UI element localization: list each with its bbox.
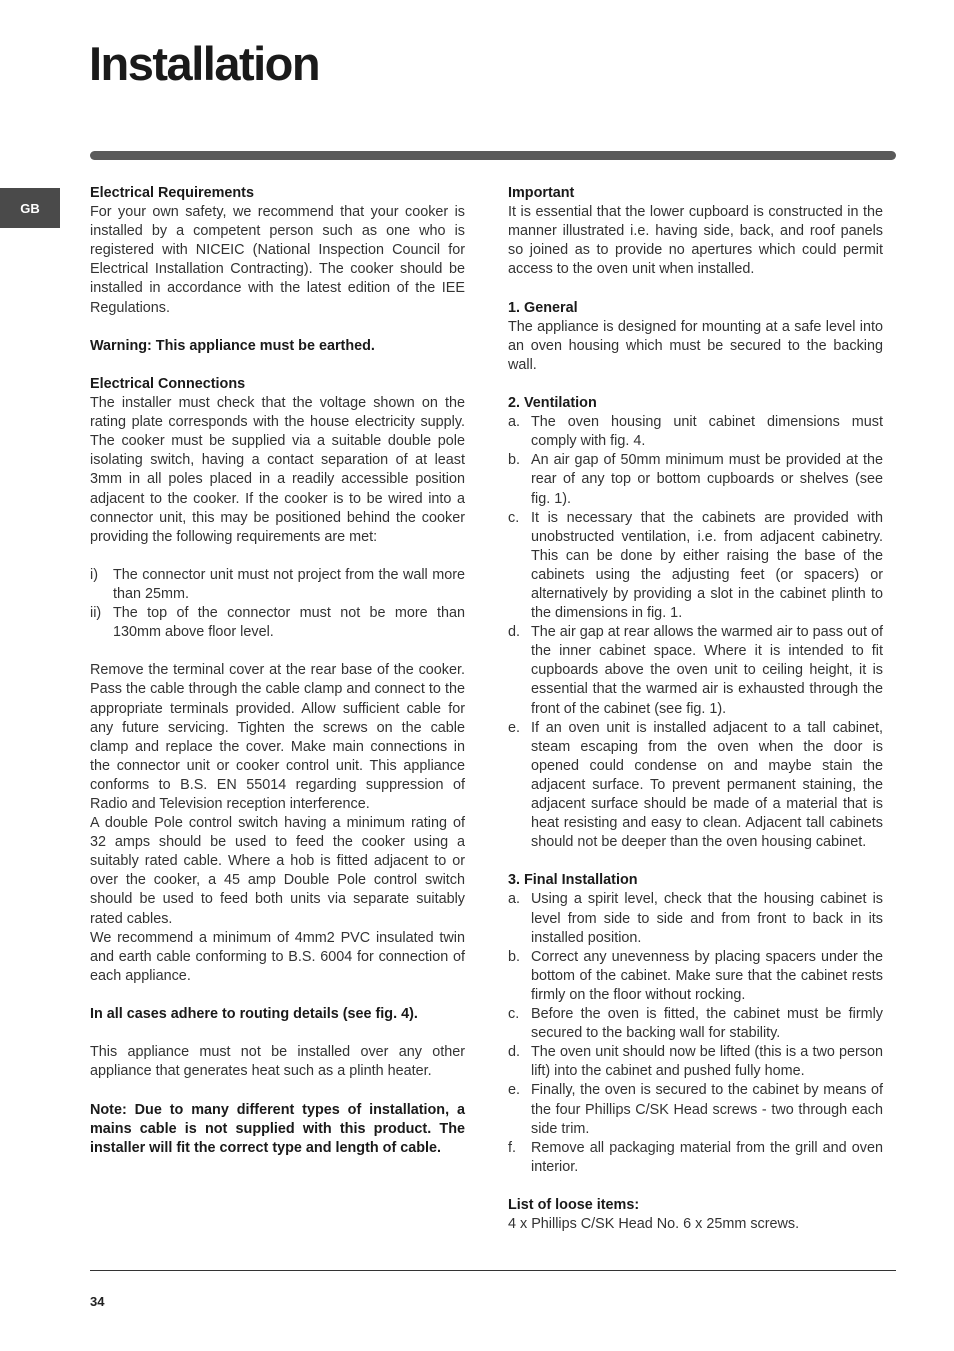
list-item: a. Using a spirit level, check that the housing cabinet is level from side to side and from front to back in its installed position. (508, 891, 883, 946)
connector-requirements-list (90, 566, 465, 642)
electrical-requirements-text: For your own safety, we recommend that your cooker is installed by a competent person such as one who is registered with NICEIC (National Inspection Council for Electrical Installation Contracting). The cooker should be installed in accordance with the latest edition of the IEE Regulations. (90, 204, 465, 316)
electrical-connections-heading: Electrical Connections (90, 375, 246, 392)
list-item: a. The oven housing unit cabinet dimensions must comply with fig. 4. (508, 414, 883, 450)
control-switch-text: A double Pole control switch having a minimum rating of 32 amps should be used to feed the cooker using a suitably rated cable. Where a hob is fitted adjacent to or over the cooker, a 45 amp Double Pole control switch should be used to feed both units via separate suitably rated cables. (90, 815, 465, 927)
page-number: 34 (90, 1294, 105, 1309)
electrical-requirements-heading: Electrical Requirements (90, 185, 254, 201)
list-item: i) The connector unit must not project from the wall more than 25mm. (90, 566, 465, 602)
list-item: c. Before the oven is fitted, the cabinet must be firmly secured to the backing wall for stability. (508, 1006, 883, 1042)
language-tab: GB (0, 188, 60, 228)
final-installation-list (508, 890, 883, 1176)
final-installation-heading: 3. Final Installation (508, 872, 638, 889)
left-column (90, 184, 465, 1158)
list-item: f. Remove all packaging material from the grill and oven interior. (508, 1139, 883, 1175)
list-item: d. The oven unit should now be lifted (this is a two person lift) into the cabinet and pushed fully home. (508, 1044, 883, 1080)
list-item: ii) The top of the connector must not be more than 130mm above floor level. (90, 605, 465, 641)
right-column (508, 184, 883, 1234)
general-text: The appliance is designed for mounting at a safe level into an oven housing which must be secured to the backing wall. (508, 318, 883, 373)
earthing-warning: Warning: This appliance must be earthed. (90, 337, 375, 354)
list-item: d. The air gap at rear allows the warmed air to pass out of the inner cabinet space. Where it is intended to fit cupboards above the oven unit to ceiling height, it is essential that the warmed air is exhausted through the front of the cabinet (see fig. 1). (508, 624, 883, 717)
list-item: e. Finally, the oven is secured to the cabinet by means of the four Phillips C/SK Head screws - two through each side trim. (508, 1082, 883, 1137)
cable-recommendation-text: We recommend a minimum of 4mm2 PVC insulated twin and earth cable conforming to B.S. 6004 for connection of each appliance. (90, 929, 465, 984)
routing-note: In all cases adhere to routing details (see fig. 4). (90, 1006, 418, 1023)
list-item: b. An air gap of 50mm minimum must be provided at the rear of any top or bottom cupboards or shelves (see fig. 1). (508, 452, 883, 507)
loose-items-heading: List of loose items: (508, 1196, 640, 1213)
mains-cable-note: Note: Due to many different types of installation, a mains cable is not supplied with this product. The installer will fit the correct type and length of cable. (90, 1101, 465, 1156)
electrical-connections-text: The installer must check that the voltage shown on the rating plate corresponds with the house electricity supply. The cooker must be supplied via a suitable double pole isolating switch, having a contact separation of at least 3mm in all poles placed in a readily accessible position adjacent to the cooker. If the cooker is to be wired into a connector unit, this may be positioned behind the cooker providing the following requirements are met: (90, 395, 465, 545)
heat-warning-text: This appliance must not be installed over any other appliance that generates heat such as a plinth heater. (90, 1044, 465, 1080)
important-heading: Important (508, 185, 575, 201)
list-item: b. Correct any unevenness by placing spacers under the bottom of the cabinet. Make sure that the cabinet rests firmly on the floor without rocking. (508, 948, 883, 1003)
page-title: Installation (89, 37, 320, 90)
general-heading: 1. General (508, 299, 578, 316)
list-item: c. It is necessary that the cabinets are provided with unobstructed ventilation, i.e. from adjacent cabinetry. This can be done by either raising the base of the cabinets using the adjusting feet (or spacers) or alternatively by providing a slot in the cabinet plinth to the dimensions in fig. 1. (508, 509, 883, 622)
loose-items-text: 4 x Phillips C/SK Head No. 6 x 25mm screws. (508, 1216, 800, 1233)
ventilation-heading: 2. Ventilation (508, 395, 597, 412)
footer-divider (90, 1270, 896, 1271)
ventilation-list (508, 413, 883, 852)
important-text: It is essential that the lower cupboard is constructed in the manner illustrated i.e. having side, back, and roof panels so joined as to provide no apertures which could permit access to the oven unit when installed. (508, 204, 883, 278)
terminal-instructions-text: Remove the terminal cover at the rear base of the cooker. Pass the cable through the cable clamp and connect to the appropriate terminals provided. Allow sufficient cable for any future servicing. Tighten the screws on the cable clamp and replace the cover. Make main connections in the connector unit or cooker control unit. This appliance conforms to B.S. EN 55014 regarding suppression of Radio and Television reception interference. (90, 662, 465, 812)
header-divider-bar (90, 151, 896, 160)
list-item: e. If an oven unit is installed adjacent to a tall cabinet, steam escaping from the oven when the door is opened could condense on and maybe stain the adjacent surface. To prevent permanent staining, the adjacent surface should be made of a material that is heat resisting and easy to clean. Adjacent tall cabinets should not be deeper than the oven housing cabinet. (508, 719, 883, 851)
